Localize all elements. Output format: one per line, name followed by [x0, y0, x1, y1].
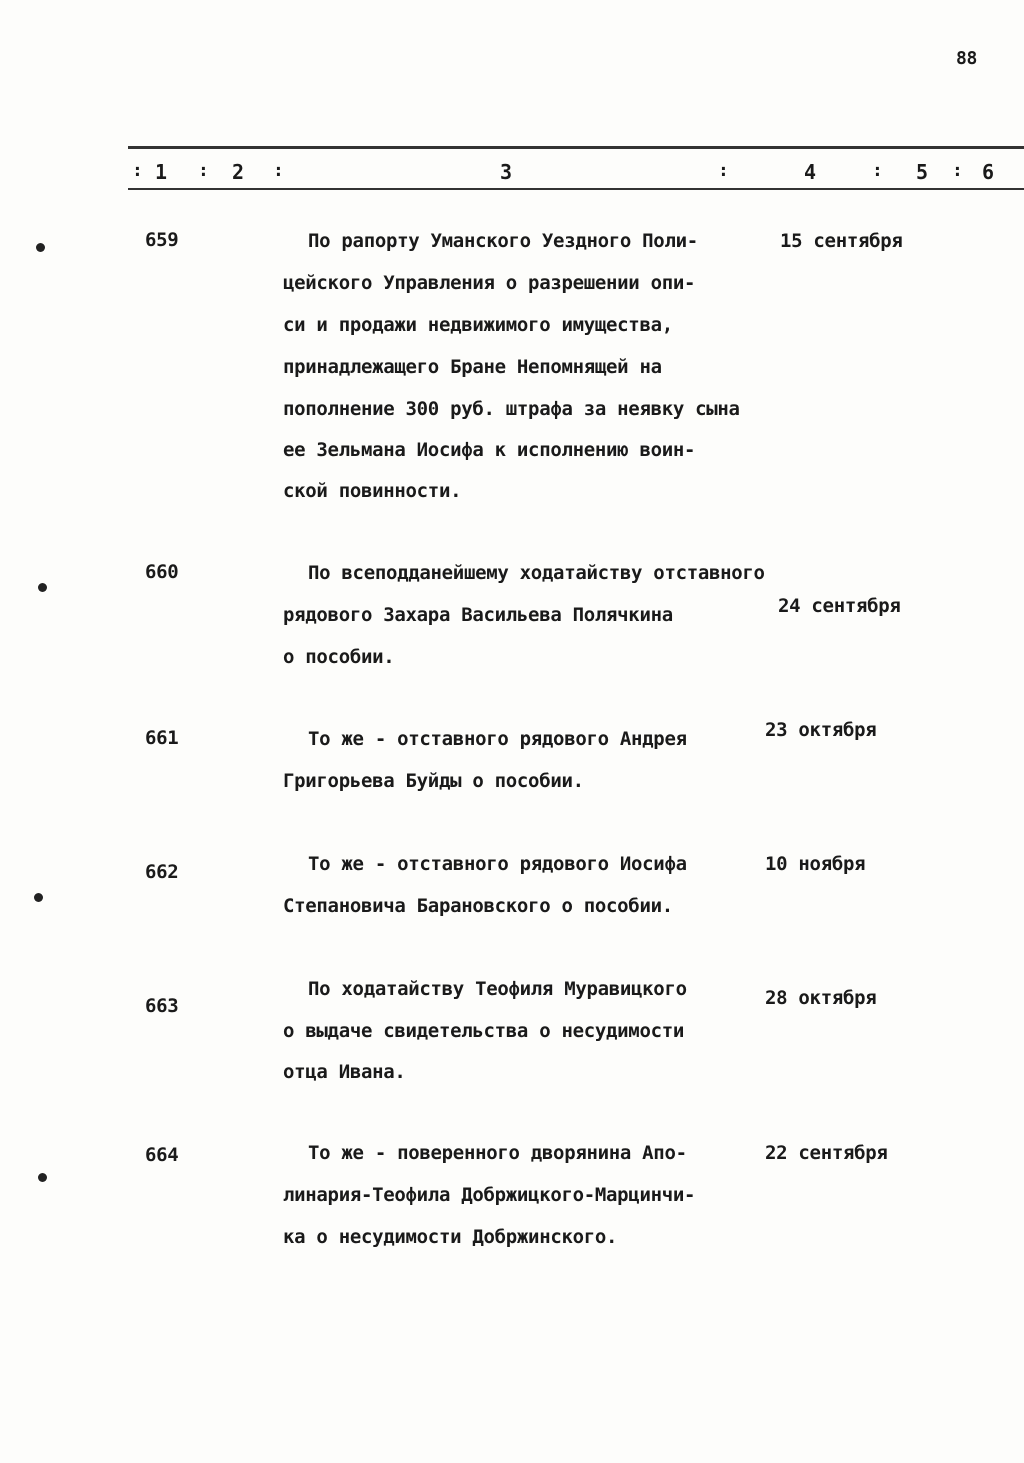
- entry-text-line: линария-Теофила Добржицкого-Марцинчи-: [283, 1184, 696, 1206]
- entry-text-line: рядового Захара Васильева Полячкина: [283, 604, 673, 626]
- entry-text-line: То же - отставного рядового Андрея: [308, 728, 687, 750]
- page-number: 88: [956, 48, 978, 69]
- entry-date: 22 сентября: [765, 1142, 888, 1164]
- entry-text-line: По ходатайству Теофиля Муравицкого: [308, 978, 687, 1000]
- entry-text-line: Степановича Барановского о пособии.: [283, 895, 673, 917]
- entry-number: 661: [145, 727, 179, 749]
- entry-text-line: о выдаче свидетельства о несудимости: [283, 1020, 685, 1042]
- entry-date: 23 октября: [765, 719, 877, 741]
- entry-date: 15 сентября: [780, 230, 903, 252]
- column-separator: :: [198, 160, 209, 181]
- entry-number: 659: [145, 229, 179, 251]
- entry-text-line: ка о несудимости Добржинского.: [283, 1226, 618, 1248]
- header-bottom-rule: [128, 188, 1024, 190]
- column-separator: :: [132, 160, 143, 181]
- entry-date: 28 октября: [765, 987, 877, 1009]
- entry-text-line: То же - поверенного дворянина Апо-: [308, 1142, 687, 1164]
- column-header-6: 6: [982, 160, 995, 184]
- entry-text-line: По рапорту Уманского Уездного Поли-: [308, 230, 698, 252]
- column-separator: :: [952, 160, 963, 181]
- column-header-1: 1: [155, 160, 168, 184]
- column-header-5: 5: [916, 160, 929, 184]
- entry-date: 10 ноября: [765, 853, 866, 875]
- column-header-3: 3: [500, 160, 513, 184]
- entry-text-line: си и продажи недвижимого имущества,: [283, 314, 673, 336]
- entry-number: 662: [145, 861, 179, 883]
- entry-text-line: То же - отставного рядового Иосифа: [308, 853, 687, 875]
- entry-number: 664: [145, 1144, 179, 1166]
- column-header-4: 4: [804, 160, 817, 184]
- entry-text-line: ской повинности.: [283, 480, 462, 502]
- entry-number: 660: [145, 561, 179, 583]
- header-top-rule: [128, 146, 1024, 149]
- entry-text-line: о пособии.: [283, 646, 395, 668]
- column-separator: :: [273, 160, 284, 181]
- entry-date: 24 сентября: [778, 595, 901, 617]
- column-header-2: 2: [232, 160, 245, 184]
- entry-text-line: Григорьева Буйды о пособии.: [283, 770, 584, 792]
- entry-text-line: пополнение 300 руб. штрафа за неявку сына: [283, 398, 740, 420]
- entry-number: 663: [145, 995, 179, 1017]
- column-separator: :: [718, 160, 729, 181]
- entry-text-line: отца Ивана.: [283, 1061, 406, 1083]
- binding-hole-mark: [34, 893, 43, 902]
- binding-hole-mark: [36, 243, 45, 252]
- binding-hole-mark: [38, 1173, 47, 1182]
- binding-hole-mark: [38, 583, 47, 592]
- column-separator: :: [872, 160, 883, 181]
- entry-text-line: ее Зельмана Иосифа к исполнению воин-: [283, 439, 696, 461]
- entry-text-line: По всеподданейшему ходатайству отставного: [308, 562, 765, 584]
- entry-text-line: цейского Управления о разрешении опи-: [283, 272, 696, 294]
- entry-text-line: принадлежащего Бране Непомнящей на: [283, 356, 662, 378]
